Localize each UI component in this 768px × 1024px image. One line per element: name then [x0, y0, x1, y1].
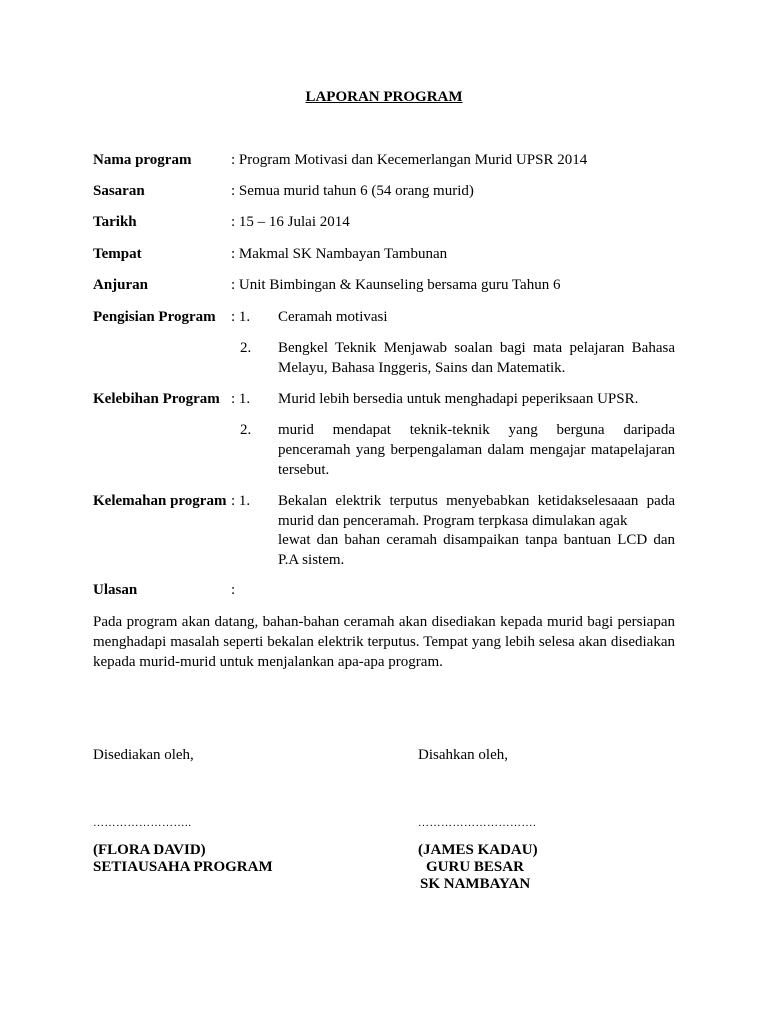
kelebihan-item-2: murid mendapat teknik-teknik yang berguna daripada penceramah yang berpengalaman dalam mengajar matapelajaran tersebut.: [278, 422, 675, 478]
field-label-nama-program: Nama program: [93, 152, 192, 168]
kelemahan-number-1: : 1.: [231, 493, 251, 509]
approved-by-signature-line: ………………………….: [418, 817, 537, 829]
kelemahan-item-1-line-2: murid dan penceramah. Program terpkasa dimulakan agak: [278, 513, 628, 529]
pengisian-item-1: Ceramah motivasi: [278, 309, 388, 325]
approved-by-role: GURU BESAR: [426, 859, 524, 875]
field-value-tempat: : Makmal SK Nambayan Tambunan: [231, 246, 448, 262]
field-value-nama-program: : Program Motivasi dan Kecemerlangan Murid UPSR 2014: [231, 152, 588, 168]
section-label-kelemahan: Kelemahan program: [93, 493, 227, 509]
kelebihan-number-2: 2.: [240, 422, 252, 438]
prepared-by-name: (FLORA DAVID): [93, 842, 206, 858]
approved-by-organization: SK NAMBAYAN: [420, 876, 531, 892]
pengisian-number-1: : 1.: [231, 309, 251, 325]
approved-by-heading: Disahkan oleh,: [418, 747, 508, 763]
pengisian-number-2: 2.: [240, 340, 252, 356]
kelemahan-item-1-line-1: Bekalan elektrik terputus menyebabkan ketidakselesaaan pada: [278, 493, 675, 509]
prepared-by-role: SETIAUSAHA PROGRAM: [93, 859, 273, 875]
field-value-sasaran: : Semua murid tahun 6 (54 orang murid): [231, 183, 474, 199]
pengisian-item-2: Bengkel Teknik Menjawab soalan bagi mata pelajaran Bahasa Melayu, Bahasa Inggeris, Sains dan Matematik.: [278, 340, 675, 376]
ulasan-paragraph: Pada program akan datang, bahan-bahan ceramah akan disediakan kepada murid bagi persiapan menghadapi masalah seperti bekalan elektrik terputus. Tempat yang lebih selesa akan disediakan kepada murid-murid untuk menjalankan apa-apa program.: [93, 614, 675, 670]
kelemahan-item-1-line-3: lewat dan bahan ceramah disampaikan tanpa bantuan LCD dan: [278, 532, 675, 548]
field-label-sasaran: Sasaran: [93, 183, 145, 199]
field-value-tarikh: : 15 – 16 Julai 2014: [231, 214, 350, 230]
kelemahan-item-1-line-4: P.A sistem.: [278, 552, 345, 568]
approved-by-name: (JAMES KADAU): [418, 842, 538, 858]
ulasan-colon: :: [231, 582, 236, 598]
kelebihan-item-1: Murid lebih bersedia untuk menghadapi peperiksaan UPSR.: [278, 391, 639, 407]
document-title: LAPORAN PROGRAM: [305, 89, 463, 105]
section-label-pengisian: Pengisian Program: [93, 309, 216, 325]
kelebihan-number-1: : 1.: [231, 391, 251, 407]
field-label-tempat: Tempat: [93, 246, 142, 262]
prepared-by-signature-line: ……………………..: [93, 817, 192, 829]
section-label-kelebihan: Kelebihan Program: [93, 391, 220, 407]
section-label-ulasan: Ulasan: [93, 582, 138, 598]
field-value-anjuran: : Unit Bimbingan & Kaunseling bersama guru Tahun 6: [231, 277, 561, 293]
prepared-by-heading: Disediakan oleh,: [93, 747, 194, 763]
field-label-anjuran: Anjuran: [93, 277, 149, 293]
field-label-tarikh: Tarikh: [93, 214, 137, 230]
